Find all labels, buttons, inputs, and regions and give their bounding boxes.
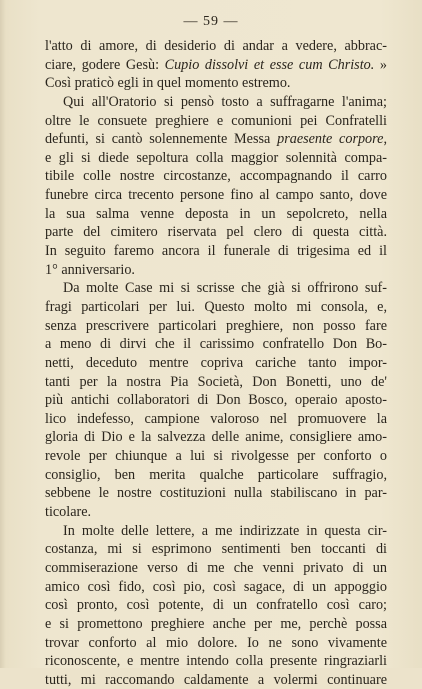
text-line: funebre circa trecento persone fino al campo santo, dove	[45, 187, 387, 204]
text-line: consiglio, ben merita qualche particolare suffragio,	[45, 466, 387, 483]
text-line: più antichi collaboratori di Don Bosco, operaio aposto-	[45, 392, 387, 409]
text-line: 1° anniversario.	[45, 261, 135, 278]
text-line: l'atto di amore, di desiderio di andar a vedere, abbrac-	[45, 38, 387, 54]
text-segment: ,	[383, 131, 387, 148]
text-line: a meno di dirvi che il carissimo confratello Don Bo-	[45, 336, 387, 353]
text-line: ticolare.	[45, 504, 92, 521]
text-line: costanza, mi si esprimono sentimenti ben toccanti di	[45, 541, 387, 558]
text-line: In seguito faremo ancora il funerale di trigesima ed il	[45, 243, 387, 260]
text-line: trovar conforto al mio dolore. Io ne sono vivamente	[45, 634, 387, 651]
text-line: amico così fido, così pio, così sagace, di un appoggio	[45, 578, 387, 595]
text-line: sebbene le nostre costituzioni nulla stabiliscano in par-	[45, 485, 387, 502]
text-line: tutti, mi raccomando caldamente a volermi continuare	[45, 671, 387, 688]
text-line: lico indefesso, campione valoroso nel promuovere la	[45, 410, 387, 427]
text-line: parte del cimitero riservata pel clero di questa città.	[45, 224, 387, 241]
text-line: così pronto, così potente, di un confratello così caro;	[45, 597, 387, 614]
text-line: revole per chiunque a lui si rivolgesse per conforto o	[45, 448, 387, 465]
text-line: fragi particolari per lui. Questo molto mi consola, e,	[45, 298, 387, 315]
text-line: e si promettono preghiere anche per me, perchè possa	[45, 615, 387, 632]
italic-phrase: Cupio dissolvi et esse cum Christo.	[164, 56, 375, 73]
text-line: la sua salma venne deposta in un sepolcreto, nella	[45, 205, 387, 222]
text-line: Qui all'Oratorio si pensò tosto a suffragarne l'anima;	[63, 93, 387, 110]
text-line: gloria di Dio e la salvezza delle anime, consigliere amo-	[45, 429, 387, 446]
text-line	[45, 56, 387, 75]
text-segment: ciare, godere Gesù:	[45, 56, 165, 73]
text-line: netti, deceduto mentre copriva cariche tanto impor-	[45, 354, 387, 371]
text-segment: »	[374, 56, 387, 73]
text-line: commiserazione verso di me che venni privato di un	[45, 559, 387, 576]
text-line: e gli si diede sepoltura colla maggior solennità compa-	[45, 149, 387, 166]
text-line: senza prescrivere particolari preghiere, non posso fare	[45, 317, 387, 334]
text-line	[45, 130, 387, 149]
italic-phrase: praesente corpore	[277, 131, 384, 148]
text-line: tibile colle nostre circostanze, accompagnando il carro	[45, 168, 387, 185]
page-number: — 59 —	[183, 14, 239, 29]
text-line: In molte delle lettere, a me indirizzate in questa cir-	[63, 522, 387, 539]
body-text	[45, 37, 387, 689]
text-line: oltre le consuete preghiere e comunioni pei Confratelli	[45, 112, 387, 129]
text-line: Così praticò egli in quel momento estremo.	[45, 75, 291, 92]
text-line: riconoscente, e mentre intendo colla presente ringraziarli	[45, 653, 387, 670]
text-line: Da molte Case mi si scrisse che già si offrirono suf-	[63, 280, 387, 297]
text-segment: defunti, si cantò solennemente Messa	[45, 131, 278, 148]
text-line: tanti per la nostra Pia Società, Don Bonetti, uno de'	[45, 373, 387, 390]
